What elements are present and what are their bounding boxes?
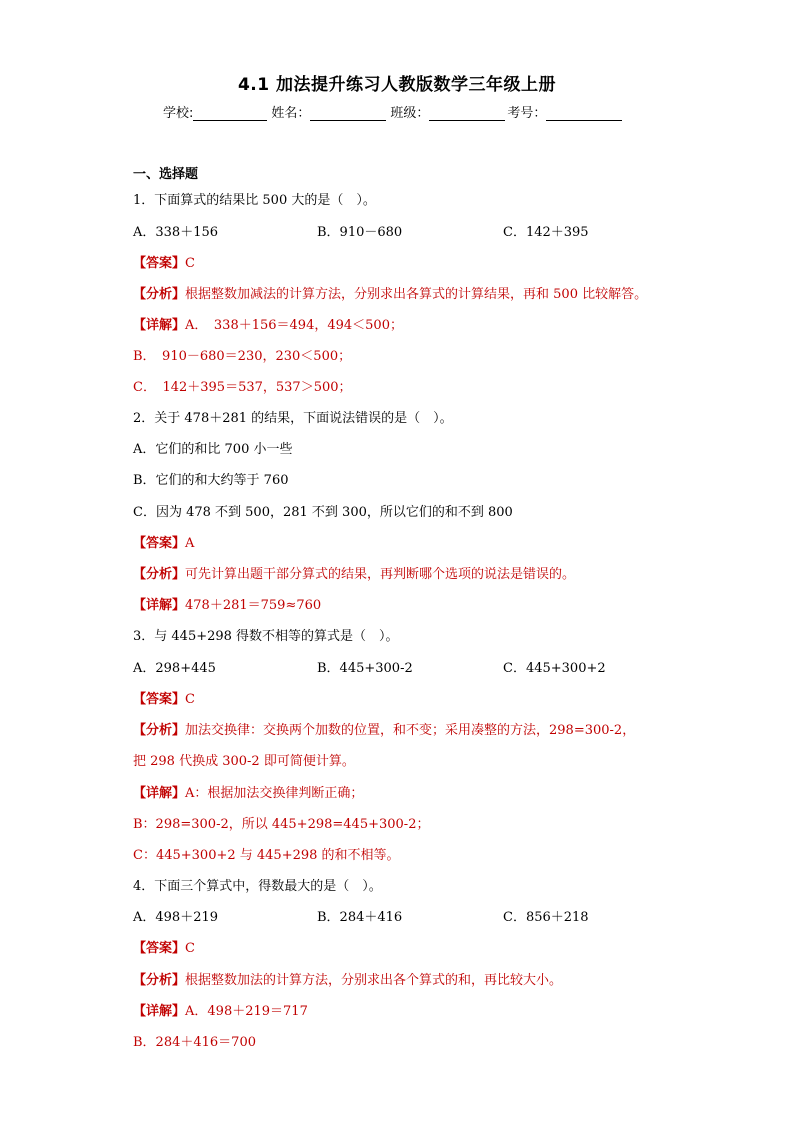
- answer-value: C: [185, 256, 195, 271]
- analysis-tag: 【分析】: [133, 567, 186, 582]
- question-3-detail-c: C：445+300+2 与 445+298 的和不相等。: [133, 848, 400, 863]
- analysis-tag: 【分析】: [133, 287, 186, 302]
- question-1-option-a: A．338＋156: [133, 225, 219, 240]
- question-4-analysis: [133, 972, 562, 990]
- question-4-stem: 4．下面三个算式中，得数最大的是（ ）。: [133, 879, 382, 894]
- question-4-option-b: B．284＋416: [317, 910, 403, 925]
- detail-text: A．498＋219＝717: [185, 1004, 308, 1019]
- question-3-option-b: B．445+300-2: [317, 661, 413, 676]
- question-3-option-c: C．445+300+2: [503, 661, 606, 676]
- question-1-stem: 1．下面算式的结果比 500 大的是（ ）。: [133, 193, 376, 208]
- detail-tag: 【详解】: [133, 598, 186, 613]
- question-1-option-b: B．910－680: [317, 225, 403, 240]
- name-label: 姓名：: [271, 106, 311, 121]
- detail-text: A． 338＋156＝494，494＜500；: [185, 318, 403, 333]
- answer-value: C: [185, 941, 195, 956]
- name-blank[interactable]: [310, 106, 386, 121]
- question-3-detail-b: B：298=300-2，所以 445+298=445+300-2；: [133, 817, 430, 832]
- class-label: 班级：: [390, 106, 430, 121]
- question-2-option-b: B．它们的和大约等于 760: [133, 473, 289, 488]
- analysis-tag: 【分析】: [133, 973, 186, 988]
- question-3-analysis-cont: 把 298 代换成 300-2 即可简便计算。: [133, 754, 355, 769]
- question-1-detail: [133, 317, 403, 335]
- answer-tag: 【答案】: [133, 692, 186, 707]
- analysis-text: 根据整数加减法的计算方法，分别求出各算式的计算结果，再和 500 比较解答。: [185, 287, 648, 302]
- number-label: 考号：: [507, 106, 547, 121]
- question-2-option-c: C．因为 478 不到 500，281 不到 300，所以它们的和不到 800: [133, 505, 513, 520]
- question-2-answer: [133, 535, 194, 553]
- question-1-analysis: [133, 286, 647, 304]
- detail-tag: 【详解】: [133, 1004, 186, 1019]
- question-3-stem: 3．与 445+298 得数不相等的算式是（ ）。: [133, 629, 399, 644]
- section-heading: 一、选择题: [133, 167, 199, 182]
- question-2-stem: 2．关于 478＋281 的结果，下面说法错误的是（ ）。: [133, 411, 453, 426]
- answer-value: A: [185, 536, 195, 551]
- question-4-option-a: A．498＋219: [133, 910, 219, 925]
- question-1-detail-b: B． 910－680＝230，230＜500；: [133, 349, 352, 364]
- question-4-answer: [133, 940, 195, 958]
- detail-text: 478＋281＝759≈760: [185, 598, 322, 613]
- school-blank[interactable]: [193, 106, 267, 121]
- question-2-analysis: [133, 566, 575, 584]
- question-3-analysis: [133, 722, 635, 740]
- analysis-text: 根据整数加法的计算方法，分别求出各个算式的和，再比较大小。: [185, 973, 563, 988]
- question-4-option-c: C．856＋218: [503, 910, 589, 925]
- school-label: 学校:: [163, 106, 194, 121]
- question-1-detail-c: C． 142＋395＝537，537＞500；: [133, 380, 352, 395]
- answer-tag: 【答案】: [133, 536, 186, 551]
- analysis-tag: 【分析】: [133, 723, 186, 738]
- class-blank[interactable]: [429, 106, 505, 121]
- analysis-text: 加法交换律：交换两个加数的位置，和不变；采用凑整的方法，298=300-2，: [185, 723, 636, 738]
- detail-text: A：根据加法交换律判断正确；: [185, 786, 364, 801]
- answer-value: C: [185, 692, 195, 707]
- question-4-detail: [133, 1003, 308, 1021]
- question-2-detail: [133, 597, 321, 615]
- student-info-row: [163, 102, 622, 121]
- analysis-text: 可先计算出题干部分算式的结果，再判断哪个选项的说法是错误的。: [185, 567, 576, 582]
- question-3-answer: [133, 691, 195, 709]
- question-3-detail: [133, 785, 363, 803]
- number-blank[interactable]: [546, 106, 622, 121]
- question-1-option-c: C．142＋395: [503, 225, 589, 240]
- answer-tag: 【答案】: [133, 256, 186, 271]
- question-1-answer: [133, 255, 195, 273]
- question-4-detail-b: B．284＋416＝700: [133, 1035, 256, 1050]
- detail-tag: 【详解】: [133, 786, 186, 801]
- page-title: 4.1 加法提升练习人教版数学三年级上册: [237, 75, 557, 95]
- answer-tag: 【答案】: [133, 941, 186, 956]
- detail-tag: 【详解】: [133, 318, 186, 333]
- question-3-option-a: A．298+445: [133, 661, 216, 676]
- question-2-option-a: A．它们的和比 700 小一些: [133, 442, 293, 457]
